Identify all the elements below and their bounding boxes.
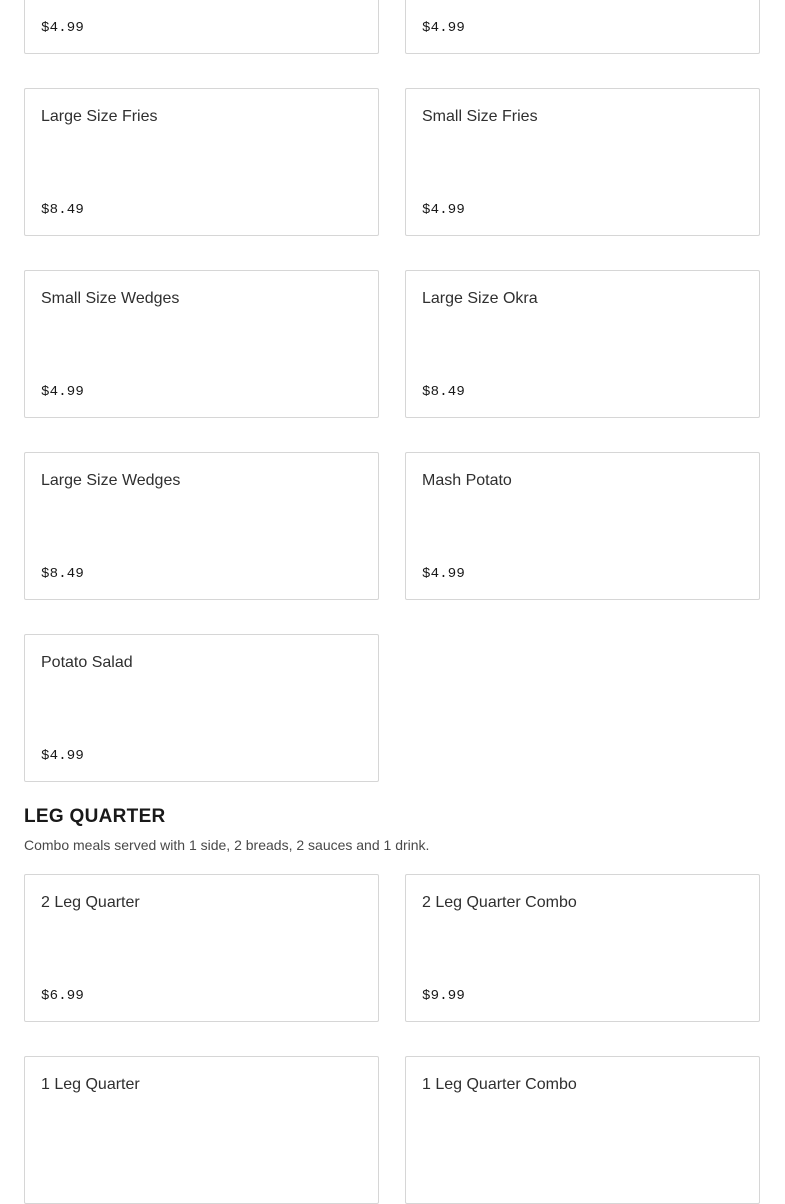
menu-item-price: $9.99 <box>422 988 466 1004</box>
menu-item-name: Small Size Wedges <box>41 290 180 307</box>
menu-item-card[interactable] <box>24 1056 379 1204</box>
menu-item-name: Large Size Wedges <box>41 472 181 489</box>
menu-item-card[interactable] <box>405 1056 760 1204</box>
menu-item-price: $4.99 <box>41 20 85 36</box>
menu-item-card[interactable] <box>24 634 379 782</box>
menu-item-card[interactable] <box>24 0 379 54</box>
section-description: Combo meals served with 1 side, 2 breads, 2 sauces and 1 drink. <box>24 837 430 853</box>
menu-item-name: Mash Potato <box>422 472 512 489</box>
menu-item-card[interactable] <box>24 270 379 418</box>
menu-item-card[interactable] <box>24 88 379 236</box>
menu-item-name: Large Size Fries <box>41 108 158 125</box>
menu-item-price: $4.99 <box>422 566 466 582</box>
menu-item-name: Large Size Okra <box>422 290 538 307</box>
menu-item-card[interactable] <box>405 452 760 600</box>
menu-item-price: $8.49 <box>422 384 466 400</box>
menu-item-name: 2 Leg Quarter Combo <box>422 894 577 911</box>
menu-item-price: $6.99 <box>41 988 85 1004</box>
menu-item-name: 1 Leg Quarter Combo <box>422 1076 577 1093</box>
menu-item-name: Small Size Fries <box>422 108 538 125</box>
menu-item-card[interactable] <box>405 874 760 1022</box>
menu-item-card[interactable] <box>24 452 379 600</box>
menu-item-card[interactable] <box>405 270 760 418</box>
menu-item-name: 2 Leg Quarter <box>41 894 140 911</box>
menu-item-price: $4.99 <box>422 20 466 36</box>
menu-item-price: $4.99 <box>422 202 466 218</box>
menu-item-card[interactable] <box>405 0 760 54</box>
menu-item-price: $4.99 <box>41 384 85 400</box>
menu-item-name: 1 Leg Quarter <box>41 1076 140 1093</box>
section-title: LEG QUARTER <box>24 806 166 827</box>
menu-item-price: $8.49 <box>41 202 85 218</box>
menu-item-card[interactable] <box>405 88 760 236</box>
menu-item-card[interactable] <box>24 874 379 1022</box>
menu-item-price: $4.99 <box>41 748 85 764</box>
menu-item-price: $8.49 <box>41 566 85 582</box>
menu-item-name: Potato Salad <box>41 654 133 671</box>
